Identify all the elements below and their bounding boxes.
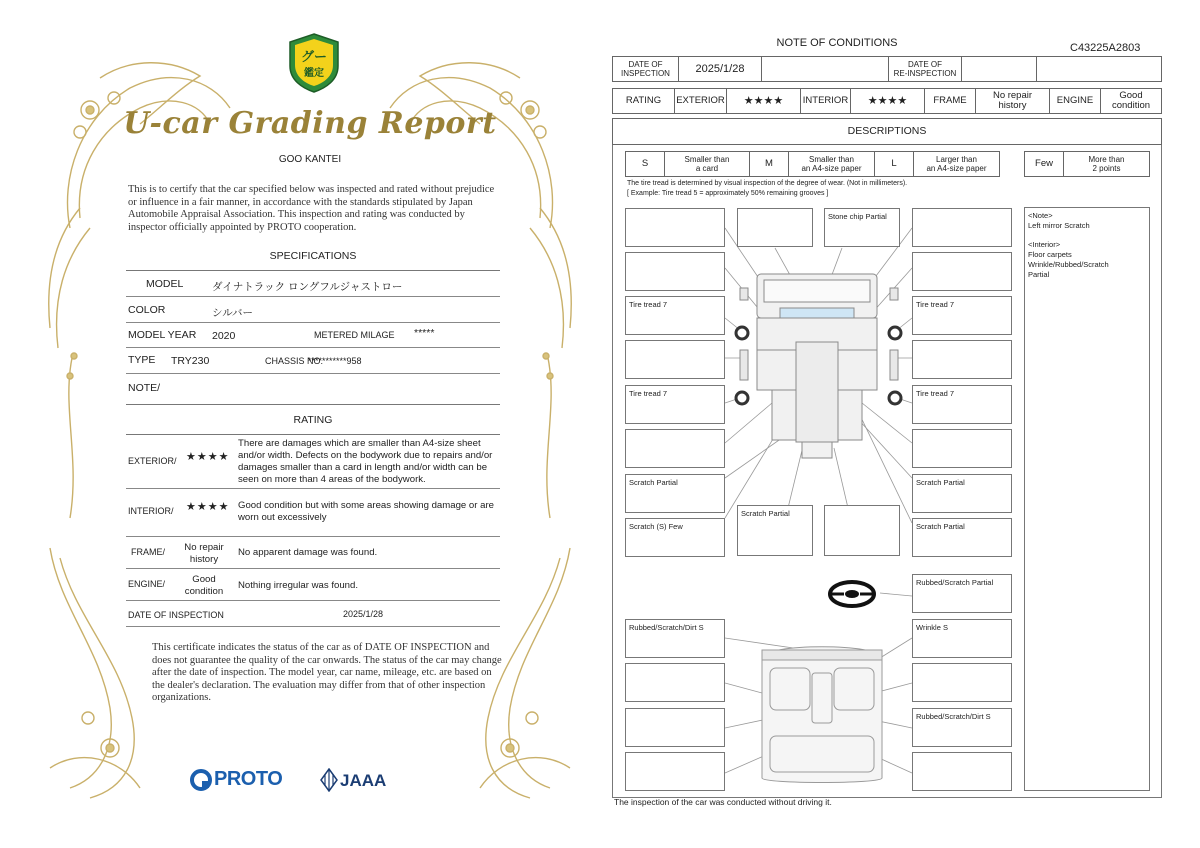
annotation-box bbox=[625, 252, 725, 291]
exterior-label: EXTERIOR bbox=[674, 88, 727, 114]
interior-label: INTERIOR/ bbox=[128, 506, 174, 516]
color-label: COLOR bbox=[128, 304, 166, 316]
date-of-reinspection-value bbox=[961, 56, 1037, 82]
legend-m-description: Smaller than an A4-size paper bbox=[788, 151, 875, 177]
legend-few-description: More than 2 points bbox=[1063, 151, 1150, 177]
note-of-conditions-title: NOTE OF CONDITIONS bbox=[776, 37, 898, 49]
rating-heading: RATING bbox=[293, 414, 333, 426]
annotation-box-scratch-s-few: Scratch (S) Few bbox=[625, 518, 725, 557]
divider bbox=[126, 600, 500, 601]
interior-stars: ★★★★ bbox=[186, 501, 230, 513]
specifications-heading: SPECIFICATIONS bbox=[269, 250, 357, 262]
annotation-box bbox=[912, 340, 1012, 379]
date-of-inspection-label: DATE OF INSPECTION bbox=[612, 56, 679, 82]
legend-s: S bbox=[625, 151, 665, 177]
annotation-box-scratch-partial: Scratch Partial bbox=[625, 474, 725, 513]
grading-certificate bbox=[40, 28, 580, 828]
notes-panel bbox=[1024, 207, 1150, 791]
date-of-inspection-value: 2025/1/28 bbox=[678, 56, 762, 82]
exterior-stars: ★★★★ bbox=[726, 88, 801, 114]
annotation-box-tire-front-right: Tire tread 7 bbox=[912, 296, 1012, 335]
legend-few: Few bbox=[1024, 151, 1064, 177]
interior-item: Floor carpets bbox=[1028, 250, 1072, 259]
frame-label: FRAME/ bbox=[131, 547, 166, 557]
report-title: U-car Grading Report bbox=[123, 106, 497, 141]
divider bbox=[126, 568, 500, 569]
interior-heading: <Interior> bbox=[1028, 240, 1061, 249]
tire-tread-note: The tire tread is determined by visual inspection of the degree of wear. (Not in millimeters). bbox=[627, 180, 908, 187]
annotation-box-scratch-rear: Scratch Partial bbox=[737, 505, 813, 556]
interior-description: Good condition but with some areas showing damage or are worn out excessively bbox=[238, 500, 494, 523]
divider bbox=[126, 404, 500, 405]
annotation-box bbox=[625, 752, 725, 791]
report-subtitle: GOO KANTEI bbox=[278, 154, 342, 165]
annotation-box bbox=[737, 208, 813, 247]
annotation-box-tire-rear-left: Tire tread 7 bbox=[625, 385, 725, 424]
engine-value: Good condition bbox=[184, 574, 224, 597]
engine-value: Good condition bbox=[1100, 88, 1162, 114]
annotation-box-tire-front-left: Tire tread 7 bbox=[625, 296, 725, 335]
inspection-footer-note: The inspection of the car was conducted without driving it. bbox=[614, 797, 832, 807]
interior-label: INTERIOR bbox=[800, 88, 851, 114]
rating-label: RATING bbox=[612, 88, 675, 114]
annotation-box-scratch-partial: Scratch Partial bbox=[912, 518, 1012, 557]
annotation-box bbox=[824, 505, 900, 556]
goo-kantei-badge-icon bbox=[286, 32, 342, 94]
gold-floral-ornament bbox=[40, 28, 580, 828]
type-value: TRY230 bbox=[171, 355, 210, 367]
svg-text:グー: グー bbox=[300, 50, 328, 65]
interior-stars: ★★★★ bbox=[850, 88, 925, 114]
annotation-box bbox=[912, 752, 1012, 791]
proto-logo-icon bbox=[190, 769, 212, 791]
svg-text:鑑定: 鑑定 bbox=[304, 68, 324, 79]
divider bbox=[126, 296, 500, 297]
annotation-box-rubbed-scratch-partial: Rubbed/Scratch Partial bbox=[912, 574, 1012, 613]
annotation-box bbox=[625, 663, 725, 702]
divider bbox=[126, 626, 500, 627]
chassis-number-value: ***********958 bbox=[308, 356, 362, 366]
jaaa-logo-icon bbox=[320, 768, 338, 792]
divider bbox=[126, 373, 500, 374]
annotation-box-scratch-partial: Scratch Partial bbox=[912, 474, 1012, 513]
annotation-box bbox=[912, 663, 1012, 702]
frame-value: No repair history bbox=[975, 88, 1050, 114]
annotation-box-tire-rear-right: Tire tread 7 bbox=[912, 385, 1012, 424]
divider bbox=[126, 488, 500, 489]
divider bbox=[126, 322, 500, 323]
annotation-box-rubbed-scratch-dirt: Rubbed/Scratch/Dirt S bbox=[625, 619, 725, 658]
legend-s-description: Smaller than a card bbox=[664, 151, 750, 177]
engine-label: ENGINE bbox=[1049, 88, 1101, 114]
legend-l-description: Larger than an A4-size paper bbox=[913, 151, 1000, 177]
note-label: NOTE/ bbox=[128, 382, 161, 394]
model-label: MODEL bbox=[146, 278, 184, 290]
tire-tread-example: [ Example: Tire tread 5 = approximately 50% remaining grooves ] bbox=[627, 190, 829, 197]
exterior-label: EXTERIOR/ bbox=[128, 456, 177, 466]
annotation-box bbox=[912, 429, 1012, 468]
annotation-box bbox=[625, 208, 725, 247]
legend-l: L bbox=[874, 151, 914, 177]
descriptions-heading: DESCRIPTIONS bbox=[612, 118, 1162, 145]
annotation-box-rubbed-scratch-dirt: Rubbed/Scratch/Dirt S bbox=[912, 708, 1012, 747]
type-label: TYPE bbox=[128, 354, 156, 366]
annotation-box bbox=[912, 208, 1012, 247]
divider bbox=[126, 270, 500, 271]
chassis-number-label: CHASSIS NO. bbox=[265, 356, 324, 366]
model-value: ダイナトラック ロングフルジャストロー bbox=[212, 281, 403, 293]
annotation-box bbox=[625, 340, 725, 379]
exterior-description: There are damages which are smaller than A4-size sheet and/or width. Defects on the bodywork due to repairs and/or damages smaller than a card in length and/or width can be seen on more than 4 areas of the bodywork. bbox=[238, 438, 493, 485]
frame-description: No apparent damage was found. bbox=[238, 547, 378, 558]
date-of-inspection-label: DATE OF INSPECTION bbox=[128, 610, 224, 620]
model-year-label: MODEL YEAR bbox=[128, 329, 197, 341]
exterior-stars: ★★★★ bbox=[186, 451, 230, 463]
jaaa-logo: JAAA bbox=[340, 771, 387, 790]
empty-cell bbox=[761, 56, 889, 82]
report-code: C43225A2803 bbox=[1070, 42, 1141, 54]
divider bbox=[126, 434, 500, 435]
note-item: Left mirror Scratch bbox=[1028, 221, 1090, 230]
proto-logo: PROTO bbox=[214, 768, 283, 790]
certification-statement: This is to certify that the car specified below was inspected and rated without prejudice or influence in a fair manner, in accordance with the standards stipulated by Japan Automobile Appraisal Association. This inspection and rating was conducted by inspector officially appointed by PROTO cooperation. bbox=[128, 184, 495, 233]
certificate-disclaimer: This certificate indicates the status of the car as of DATE OF INSPECTION and does not guarantee the quality of the car onwards. The status of the car may change after the date of inspection. The model year, car name, mileage, etc. are based on the dealer's declaration. The evaluation may differ from that of other inspection organizations. bbox=[152, 642, 502, 703]
empty-cell bbox=[1036, 56, 1162, 82]
divider bbox=[126, 347, 500, 348]
color-value: シルバー bbox=[212, 307, 254, 319]
interior-item: Wrinkle/Rubbed/Scratch bbox=[1028, 260, 1109, 269]
legend-m: M bbox=[749, 151, 789, 177]
annotation-box bbox=[625, 429, 725, 468]
note-heading: <Note> bbox=[1028, 211, 1053, 220]
annotation-box-stone-chip: Stone chip Partial bbox=[824, 208, 900, 247]
engine-description: Nothing irregular was found. bbox=[238, 580, 358, 591]
frame-value: No repair history bbox=[184, 542, 224, 565]
metered-mileage-value: ***** bbox=[414, 327, 435, 339]
model-year-value: 2020 bbox=[212, 330, 236, 342]
metered-mileage-label: METERED MILAGE bbox=[314, 330, 395, 340]
engine-label: ENGINE/ bbox=[128, 579, 166, 589]
annotation-box bbox=[912, 252, 1012, 291]
interior-item: Partial bbox=[1028, 270, 1050, 279]
frame-label: FRAME bbox=[924, 88, 976, 114]
annotation-box bbox=[625, 708, 725, 747]
divider bbox=[126, 536, 500, 537]
date-of-inspection-value: 2025/1/28 bbox=[343, 609, 384, 619]
annotation-box-wrinkle: Wrinkle S bbox=[912, 619, 1012, 658]
date-of-reinspection-label: DATE OF RE-INSPECTION bbox=[888, 56, 962, 82]
